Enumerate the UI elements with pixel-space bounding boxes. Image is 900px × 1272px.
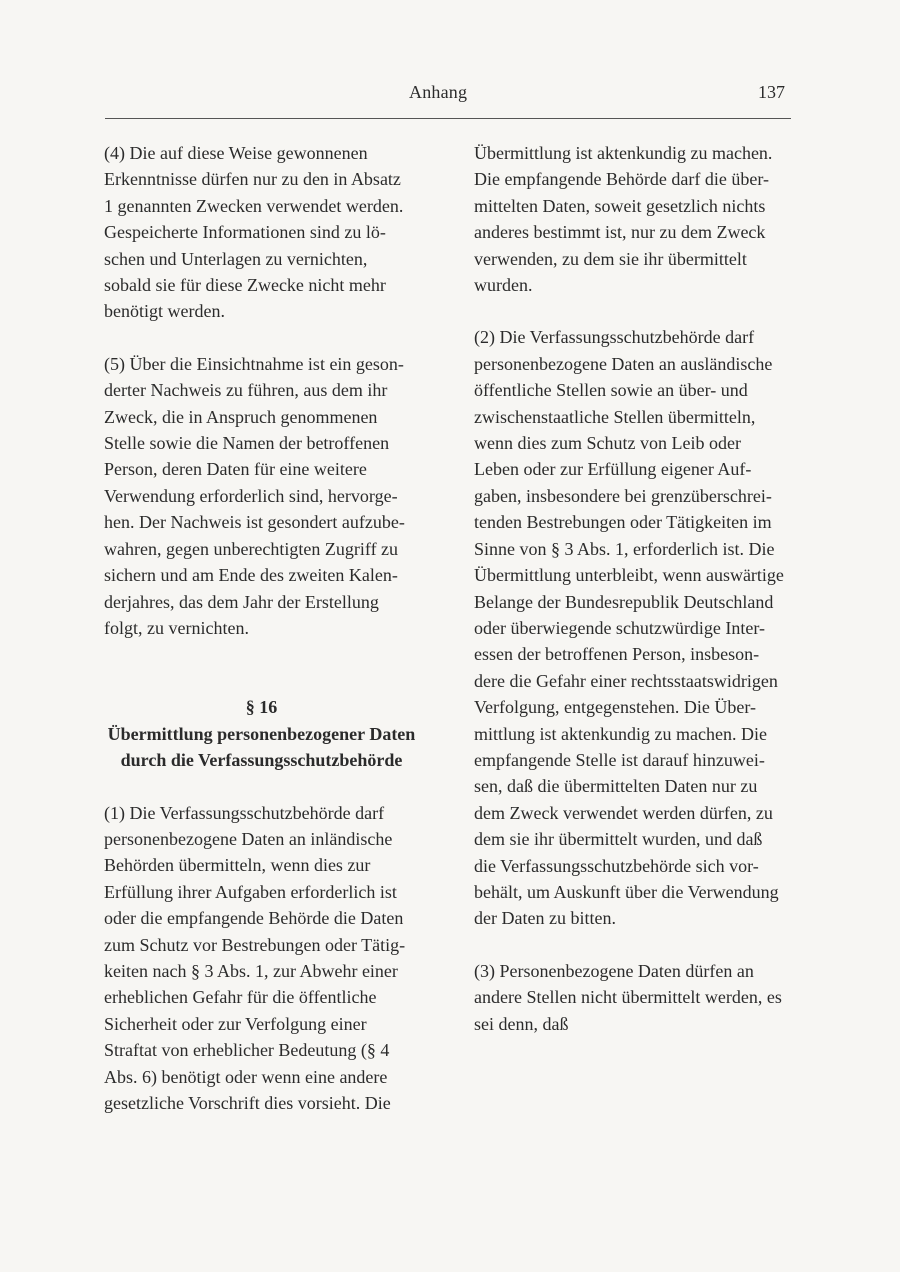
text-line: mittlung ist aktenkundig zu machen. Die bbox=[474, 723, 767, 744]
paragraph-16-1-continued bbox=[474, 140, 789, 298]
text-line: der Daten zu bitten. bbox=[474, 908, 616, 929]
text-line: Sicherheit oder zur Verfolgung einer bbox=[104, 1013, 367, 1034]
text-line: sichern und am Ende des zweiten Kalen- bbox=[104, 565, 398, 586]
paragraph-16-3 bbox=[474, 958, 789, 1037]
text-line: Übermittlung ist aktenkundig zu machen. bbox=[474, 143, 773, 163]
text-line: oder überwiegende schutzwürdige Inter- bbox=[474, 617, 766, 638]
text-line: sobald sie für diese Zwecke nicht mehr bbox=[104, 275, 386, 296]
section-title-line-2: durch die Verfassungsschutzbehörde bbox=[120, 750, 403, 771]
text-line: verwenden, zu dem sie ihr übermittelt bbox=[474, 248, 747, 269]
text-line: Zweck, die in Anspruch genommenen bbox=[104, 406, 378, 427]
text-line: Abs. 6) benötigt oder wenn eine andere bbox=[104, 1066, 388, 1087]
paragraph-gap bbox=[104, 774, 419, 800]
text-line: dem sie ihr übermittelt wurden, und daß bbox=[474, 829, 763, 850]
text-line: Erfüllung ihrer Aufgaben erforderlich ist bbox=[104, 881, 397, 902]
text-line: Verwendung erforderlich sind, hervorge- bbox=[104, 485, 398, 506]
right-column bbox=[474, 140, 789, 1037]
text-line: hen. Der Nachweis ist gesondert aufzube- bbox=[104, 512, 405, 533]
text-line: Belange der Bundesrepublik Deutschland bbox=[474, 591, 774, 612]
text-line: erheblichen Gefahr für die öffentliche bbox=[104, 987, 377, 1008]
text-line: behält, um Auskunft über die Verwendung bbox=[474, 881, 779, 902]
section-gap bbox=[104, 641, 419, 694]
text-line: zum Schutz vor Bestrebungen oder Tätig- bbox=[104, 934, 406, 955]
text-line: dem Zweck verwendet werden dürfen, zu bbox=[474, 802, 773, 823]
text-line: wahren, gegen unberechtigten Zugriff zu bbox=[104, 538, 399, 559]
section-title-line-1: Übermittlung personenbezogener Daten bbox=[107, 723, 416, 744]
text-line: (2) Die Verfassungsschutzbehörde darf bbox=[474, 327, 755, 348]
text-line: (3) Personenbezogene Daten dürfen an bbox=[474, 960, 754, 981]
header-rule bbox=[105, 118, 791, 119]
text-line: personenbezogene Daten an inländische bbox=[104, 828, 393, 849]
text-line: Sinne von § 3 Abs. 1, erforderlich ist. Die bbox=[474, 538, 775, 559]
paragraph-gap bbox=[104, 325, 419, 351]
text-line: Erkenntnisse dürfen nur zu den in Absatz bbox=[104, 169, 401, 190]
text-line: gesetzliche Vorschrift dies vorsieht. Die bbox=[104, 1093, 391, 1113]
text-line: Leben oder zur Erfüllung eigener Auf- bbox=[474, 459, 752, 480]
text-line: Gespeicherte Informationen sind zu lö- bbox=[104, 222, 386, 243]
text-line: Übermittlung unterbleibt, wenn auswärtige bbox=[474, 565, 784, 586]
left-column bbox=[104, 140, 419, 1116]
text-line: Stelle sowie die Namen der betroffenen bbox=[104, 433, 390, 454]
text-line: Behörden übermitteln, wenn dies zur bbox=[104, 855, 371, 876]
text-line: die Verfassungsschutzbehörde sich vor- bbox=[474, 855, 759, 876]
paragraph-gap bbox=[474, 298, 789, 324]
paragraph-5 bbox=[104, 351, 419, 641]
text-line: mittelten Daten, soweit gesetzlich nichts bbox=[474, 195, 766, 216]
paragraph-4 bbox=[104, 140, 419, 325]
paragraph-gap bbox=[474, 932, 789, 958]
paragraph-16-2 bbox=[474, 324, 789, 931]
text-line: tenden Bestrebungen oder Tätigkeiten im bbox=[474, 512, 772, 533]
section-number: § 16 bbox=[245, 697, 278, 718]
text-line: essen der betroffenen Person, insbeson- bbox=[474, 644, 760, 665]
text-line: Straftat von erheblicher Bedeutung (§ 4 bbox=[104, 1040, 390, 1061]
text-line: sei denn, daß bbox=[474, 1013, 569, 1034]
text-line: sen, daß die übermittelten Daten nur zu bbox=[474, 776, 758, 797]
text-line: dere die Gefahr einer rechtsstaatswidrigen bbox=[474, 670, 778, 691]
text-line: Die empfangende Behörde darf die über- bbox=[474, 169, 770, 190]
text-line: (1) Die Verfassungsschutzbehörde darf bbox=[104, 802, 385, 823]
text-line: derter Nachweis zu führen, aus dem ihr bbox=[104, 380, 388, 401]
text-line: wurden. bbox=[474, 275, 533, 296]
text-line: empfangende Stelle ist darauf hinzuwei- bbox=[474, 749, 765, 770]
text-line: (4) Die auf diese Weise gewonnenen bbox=[104, 143, 368, 163]
text-line: personenbezogene Daten an ausländische bbox=[474, 353, 773, 374]
text-line: benötigt werden. bbox=[104, 301, 225, 322]
text-line: wenn dies zum Schutz von Leib oder bbox=[474, 433, 741, 454]
text-line: schen und Unterlagen zu vernichten, bbox=[104, 248, 368, 269]
text-line: Verfolgung, entgegenstehen. Die Über- bbox=[474, 697, 757, 718]
text-line: oder die empfangende Behörde die Daten bbox=[104, 908, 404, 929]
text-line: derjahres, das dem Jahr der Erstellung bbox=[104, 591, 379, 612]
text-line: Person, deren Daten für eine weitere bbox=[104, 459, 367, 480]
text-line: anderes bestimmt ist, nur zu dem Zweck bbox=[474, 222, 766, 243]
text-line: andere Stellen nicht übermittelt werden, es bbox=[474, 987, 782, 1008]
text-line: keiten nach § 3 Abs. 1, zur Abwehr einer bbox=[104, 960, 398, 981]
text-line: gaben, insbesondere bei grenzüberschrei- bbox=[474, 485, 772, 506]
text-line: zwischenstaatliche Stellen übermitteln, bbox=[474, 406, 756, 427]
text-line: folgt, zu vernichten. bbox=[104, 617, 249, 638]
running-header: Anhang bbox=[409, 82, 468, 102]
paragraph-16-1 bbox=[104, 800, 419, 1117]
text-line: (5) Über die Einsichtnahme ist ein geson- bbox=[104, 353, 404, 374]
page-number: 137 bbox=[758, 82, 785, 102]
text-line: 1 genannten Zwecken verwendet werden. bbox=[104, 195, 404, 216]
text-line: öffentliche Stellen sowie an über- und bbox=[474, 380, 748, 401]
